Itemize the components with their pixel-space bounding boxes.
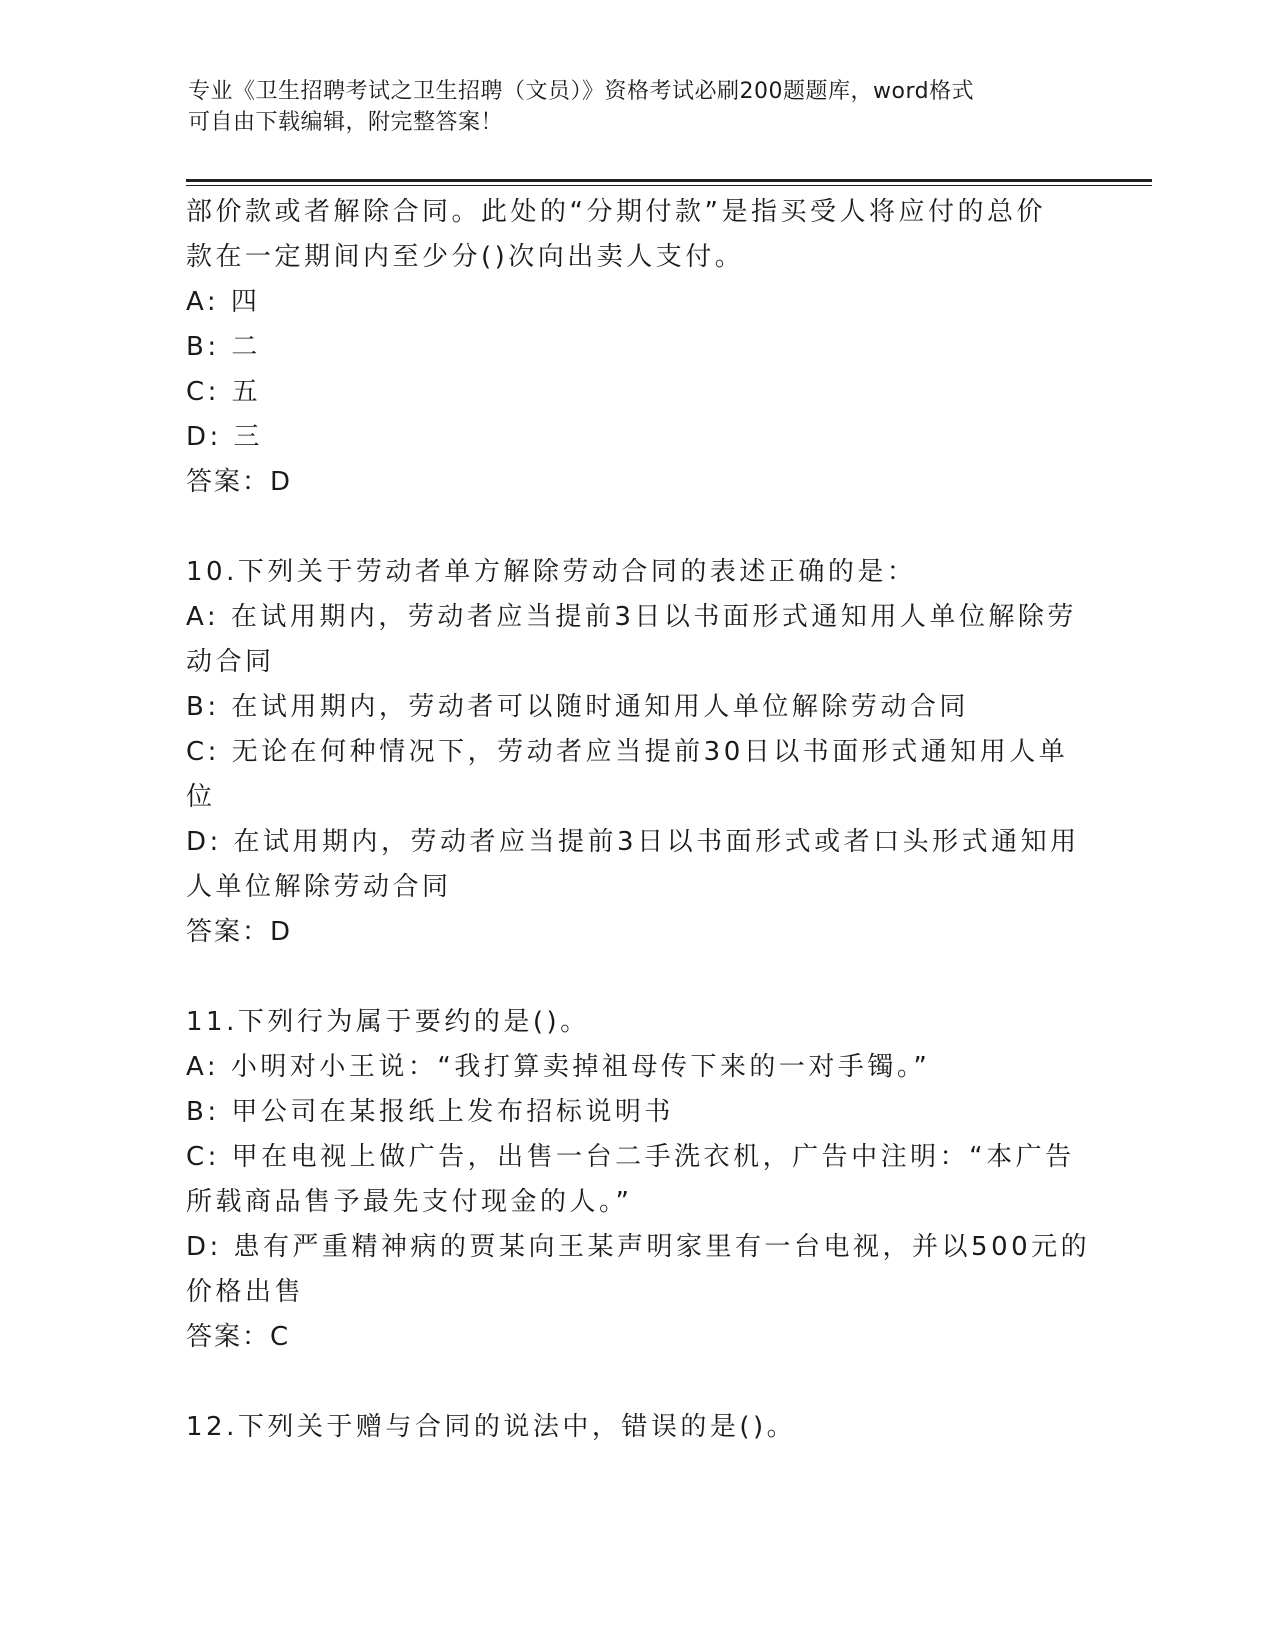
option-d: D: 三	[186, 422, 264, 452]
option-c: C: 甲在电视上做广告，出售一台二手洗衣机，广告中注明：“本广告	[186, 1142, 1075, 1172]
option-d: D: 患有严重精神病的贾某向王某声明家里有一台电视，并以500元的	[186, 1232, 1091, 1262]
option-b: B: 甲公司在某报纸上发布招标说明书	[186, 1097, 674, 1127]
question-12	[186, 1405, 1086, 1450]
question-11	[186, 1000, 1091, 1360]
option-d-continued: 人单位解除劳动合同	[186, 872, 452, 902]
question-9	[186, 190, 1086, 505]
option-c-continued: 位	[186, 782, 216, 812]
answer: 答案：D	[186, 917, 293, 947]
option-a: A: 在试用期内，劳动者应当提前3日以书面形式通知用人单位解除劳	[186, 602, 1077, 632]
question-stem: 12.下列关于赠与合同的说法中，错误的是()。	[186, 1412, 797, 1442]
option-c: C: 无论在何种情况下，劳动者应当提前30日以书面形式通知用人单	[186, 737, 1069, 767]
option-b: B: 二	[186, 332, 261, 362]
question-stem-continued: 部价款或者解除合同。此处的“分期付款”是指买受人将应付的总价	[186, 197, 1046, 227]
header-rule-thin	[186, 185, 1152, 186]
option-a: A: 四	[186, 287, 261, 317]
answer: 答案：D	[186, 467, 293, 497]
option-c-continued: 所载商品售予最先支付现金的人。”	[186, 1187, 633, 1217]
option-a-continued: 动合同	[186, 647, 275, 677]
question-stem-continued: 款在一定期间内至少分()次向出卖人支付。	[186, 242, 745, 272]
question-list	[186, 190, 1091, 1450]
header-rule-thick	[186, 179, 1152, 182]
option-d-continued: 价格出售	[186, 1277, 305, 1307]
header-title-line-2: 可自由下载编辑，附完整答案！	[188, 110, 504, 135]
page-header	[188, 76, 1068, 138]
option-d: D: 在试用期内，劳动者应当提前3日以书面形式或者口头形式通知用	[186, 827, 1080, 857]
option-a: A: 小明对小王说：“我打算卖掉祖母传下来的一对手镯。”	[186, 1052, 931, 1082]
option-c: C: 五	[186, 377, 262, 407]
answer: 答案：C	[186, 1322, 291, 1352]
spacer	[186, 1360, 1086, 1405]
question-10	[186, 550, 1086, 955]
spacer	[186, 955, 1086, 1000]
spacer	[186, 505, 1086, 550]
option-b: B: 在试用期内，劳动者可以随时通知用人单位解除劳动合同	[186, 692, 969, 722]
question-stem: 11.下列行为属于要约的是()。	[186, 1007, 590, 1037]
question-stem: 10.下列关于劳动者单方解除劳动合同的表述正确的是：	[186, 557, 917, 587]
header-title-line-1: 专业《卫生招聘考试之卫生招聘（文员）》资格考试必刷200题题库，word格式	[188, 79, 975, 104]
